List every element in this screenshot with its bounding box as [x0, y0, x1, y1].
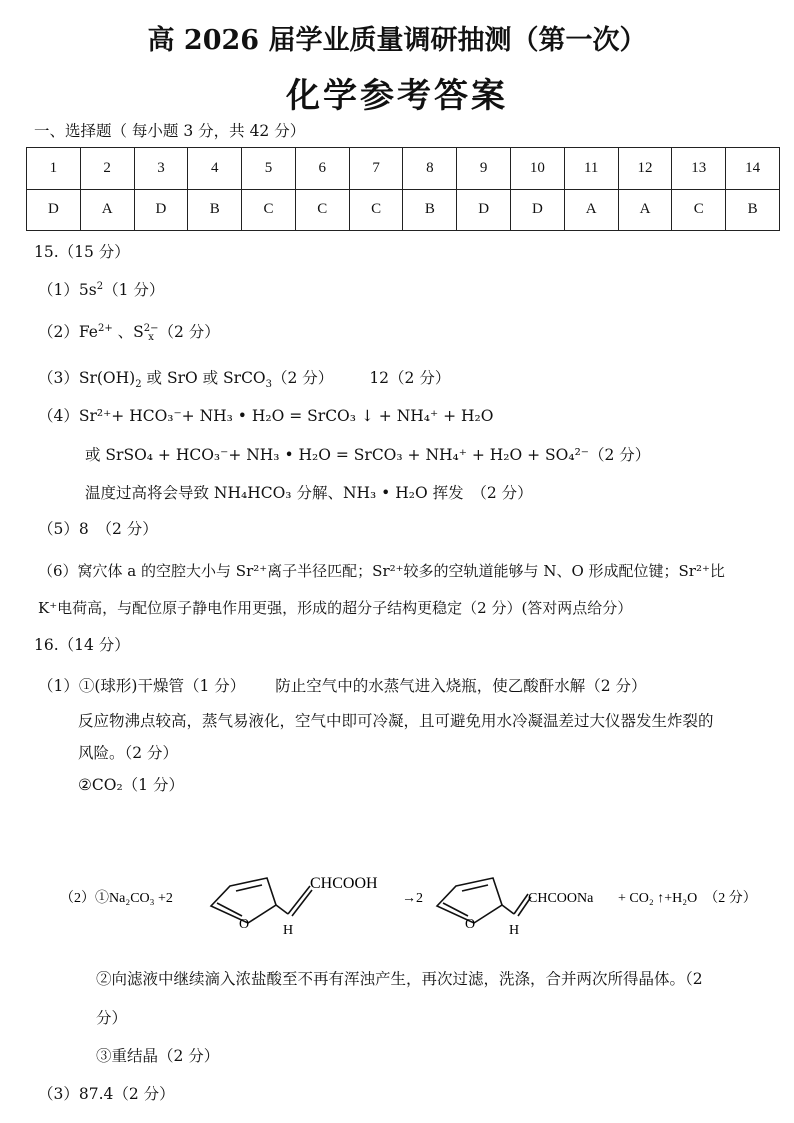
q15-part4-line3: 温度过高将会导致 NH₄HCO₃ 分解、NH₃ • H₂O 挥发 （2 分） [85, 484, 533, 502]
answer-cell: C [242, 189, 296, 231]
q16-part3: （3）87.4（2 分） [38, 1085, 175, 1103]
answer-cell: B [726, 189, 780, 231]
question-number-cell: 7 [349, 148, 403, 190]
vinyl-hydrogen-2: H [509, 923, 520, 938]
q16-part1-line3: 风险。（2 分） [78, 744, 179, 762]
answer-cell: C [672, 189, 726, 231]
q16-heading: 16.（14 分） [34, 636, 130, 654]
answer-cell: C [295, 189, 349, 231]
eq-salt-group: CHCOONa [528, 891, 594, 906]
section-heading-choice: 一、选择题（ 每小题 3 分，共 42 分） [34, 122, 306, 140]
question-number-cell: 2 [80, 148, 134, 190]
furan-oxygen-2: O [465, 917, 476, 932]
q15-part4-line1: （4）Sr²⁺+ HCO₃⁻+ NH₃ • H₂O = SrCO₃ ↓ + NH₄⁺ + H₂O [38, 407, 494, 425]
answer-cell: A [564, 189, 618, 231]
vinyl-hydrogen-1: H [283, 923, 294, 938]
answer-cell: D [511, 189, 565, 231]
answer-cell: B [403, 189, 457, 231]
question-number-cell: 1 [27, 148, 81, 190]
question-number-cell: 14 [726, 148, 780, 190]
q15-part6-line2: K⁺电荷高，与配位原子静电作用更强，形成的超分子结构更稳定（2 分）(答对两点给分） [38, 599, 633, 617]
eq-acid-group: CHCOOH [310, 875, 378, 892]
furan-ring-2 [437, 878, 531, 923]
eq-products: + CO₂ ↑+H₂O （2 分） [618, 891, 757, 906]
q16-part1-line4: ②CO₂（1 分） [78, 776, 184, 794]
q15-part5: （5）8 （2 分） [38, 520, 158, 538]
eq-arrow: →2 [402, 891, 423, 906]
q16-part2-step2-line1: ②向滤液中继续滴入浓盐酸至不再有浑浊产生，再次过滤，洗涤，合并两次所得晶体。（2 [96, 970, 703, 988]
q16-part1-line2: 反应物沸点较高，蒸气易液化，空气中即可冷凝，且可避免用水冷凝温差过大仪器发生炸裂的 [78, 712, 714, 730]
exam-title: 高 2026 届学业质量调研抽测（第一次） [147, 25, 647, 56]
q16-part2-step2-line2: 分） [96, 1009, 128, 1027]
answer-cell: D [134, 189, 188, 231]
answer-cell: D [27, 189, 81, 231]
q15-part3: $(3)Sr(OH)_2$ 或 SrO 或 SrCO$_3$（2 分） 12（2 分） [38, 369, 451, 391]
question-number-cell: 10 [511, 148, 565, 190]
question-number-cell: 6 [295, 148, 349, 190]
furan-ring-1 [211, 878, 312, 923]
q15-part4-line2: 或 SrSO₄ + HCO₃⁻+ NH₃ • H₂O = SrCO₃ + NH₄⁺ + H₂O + SO₄²⁻（2 分） [85, 446, 651, 464]
answer-cell: B [188, 189, 242, 231]
question-number-cell: 8 [403, 148, 457, 190]
q16-part2-step3: ③重结晶（2 分） [96, 1047, 220, 1065]
eq-reactant-prefix: （2）①Na₂CO₃ +2 [60, 891, 173, 906]
question-number-cell: 4 [188, 148, 242, 190]
question-number-cell: 9 [457, 148, 511, 190]
q15-part2: $(2)Fe^{2+}$ 、S2− x （2 分） [38, 322, 220, 343]
question-number-cell: 12 [618, 148, 672, 190]
question-number-cell: 3 [134, 148, 188, 190]
q16-part1-line1: （1）①(球形)干燥管（1 分） 防止空气中的水蒸气进入烧瓶，使乙酸酐水解（2 分） [38, 677, 647, 695]
answer-cell: A [80, 189, 134, 231]
q15-heading: 15.（15 分） [34, 243, 130, 261]
question-number-row [27, 148, 780, 190]
question-number-cell: 13 [672, 148, 726, 190]
answer-cell: D [457, 189, 511, 231]
answer-cell: A [618, 189, 672, 231]
q15-part6-line1: （6）窝穴体 a 的空腔大小与 Sr²⁺离子半径匹配；Sr²⁺较多的空轨道能够与 N、O 形成配位键；Sr²⁺比 [38, 562, 725, 580]
q15-part1: $(1)5s^2(1$ 分） [38, 280, 165, 299]
choice-answer-table [26, 147, 780, 231]
answer-letter-row [27, 189, 780, 231]
answer-cell: C [349, 189, 403, 231]
document-title: 化学参考答案 [286, 76, 508, 116]
question-number-cell: 11 [564, 148, 618, 190]
furan-oxygen-1: O [239, 917, 250, 932]
reaction-equation [56, 850, 786, 940]
question-number-cell: 5 [242, 148, 296, 190]
